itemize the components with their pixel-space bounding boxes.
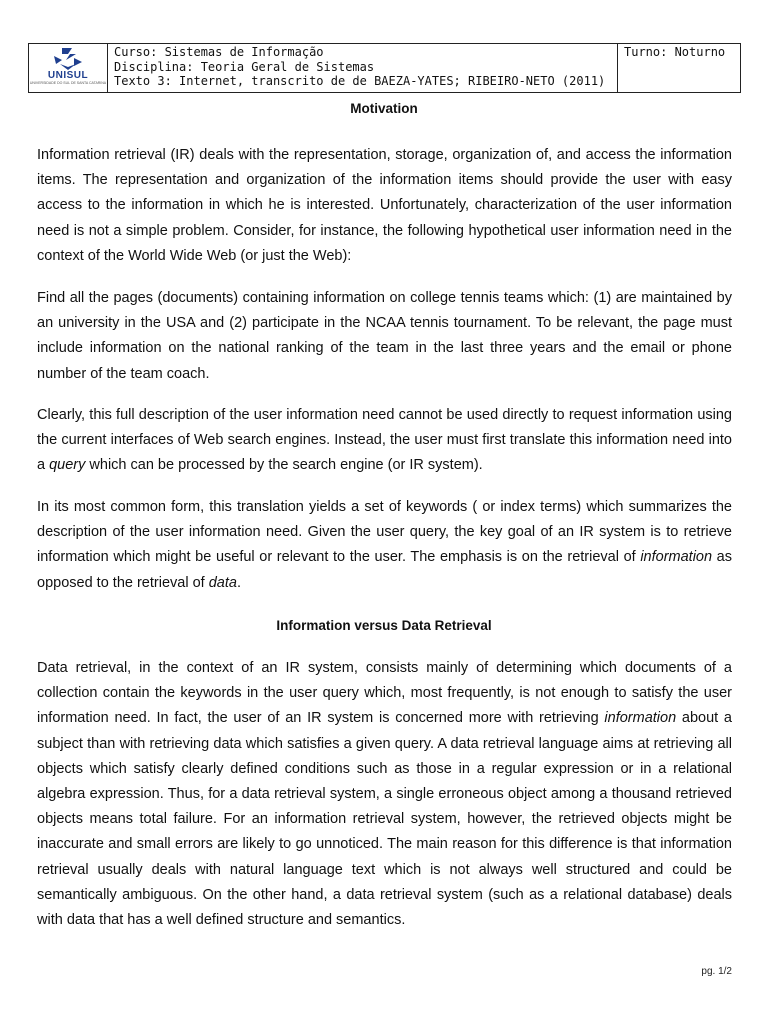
- document-header: [28, 43, 741, 93]
- paragraph-4-text-c: .: [236, 574, 241, 591]
- paragraph-3-text-a: Clearly, this full description of the user information need cannot be used directly to request information using the current interfaces of Web search engines. Instead, the user must first translate this information need into a: [37, 407, 732, 474]
- logo-tagline: UNIVERSIDADE DO SUL DE SANTA CATARINA: [29, 81, 107, 85]
- paragraph-3-emphasis: query: [49, 457, 86, 474]
- course-info-cell: [108, 44, 618, 93]
- section-title-motivation: Motivation: [350, 101, 418, 116]
- paragraph-2: Find all the pages (documents) containing information on college tennis teams which: (1) are maintained by an university in the USA and (2) participate in the NCAA tennis tournament. To be relevant, the page must include information on the national ranking of the team in the last three years and the email or phone number of the team coach.: [37, 290, 732, 382]
- shift-cell: [618, 44, 741, 93]
- paragraph-1: Information retrieval (IR) deals with the representation, storage, organization of, and access the information items. The representation and organization of the information items should provide the user with easy access to the information in which he is interested. Unfortunately, characterization of the user information need is not a simple problem. Consider, for instance, the following hypothetical user information need in the context of the World Wide Web (or just the Web):: [37, 147, 732, 264]
- paragraph-4-emphasis-2: data: [208, 574, 237, 591]
- paragraph-3: [37, 403, 732, 479]
- paragraph-4-emphasis-1: information: [640, 549, 713, 566]
- paragraph-3-text-b: which can be processed by the search engine (or IR system).: [85, 457, 483, 474]
- shift-label: Turno: Noturno: [624, 45, 726, 59]
- paragraph-4: [37, 495, 732, 596]
- logo-name: UNISUL: [47, 70, 89, 81]
- course-name: Curso: Sistemas de Informação: [114, 45, 324, 59]
- paragraph-5-emphasis: information: [604, 710, 677, 727]
- section-title-info-vs-data: Information versus Data Retrieval: [276, 618, 492, 633]
- unisul-logo: [29, 46, 107, 92]
- paragraph-5: [37, 656, 732, 933]
- unisul-emblem-icon: [48, 46, 88, 72]
- page-number: pg. 1/2: [701, 966, 732, 977]
- logo-cell: [29, 44, 108, 93]
- paragraph-4-text-b: as opposed to the retrieval of: [37, 549, 733, 591]
- paragraph-5-text-b: about a subject than with retrieving data which satisfies a given query. A data retrieval language aims at retrieving all objects which satisfy clearly defined conditions such as those in a regular expression or in a relational algebra expression. Thus, for a data retrieval system, a single erroneous object among a thousand retrieved objects means total failure. For an information retrieval system, however, the retrieved objects might be inaccurate and small errors are likely to go unnoticed. The main reason for this difference is that information retrieval usually deals with natural language text which is not always well structured and could be semantically ambiguous. On the other hand, a data retrieval system (such as a relational database) deals with data that has a well defined structure and semantics.: [37, 710, 732, 929]
- text-reference: Texto 3: Internet, transcrito de de BAEZA-YATES; RIBEIRO-NETO (2011): [114, 74, 606, 88]
- discipline-name: Disciplina: Teoria Geral de Sistemas: [114, 59, 375, 74]
- paragraph-4-text-a: In its most common form, this translation yields a set of keywords ( or index terms) which summarizes the description of the user information need. Given the user query, the key goal of an IR system is to retrieve information which might be useful or relevant to the user. The emphasis is on the retrieval of: [37, 499, 732, 566]
- paragraph-5-text-a: Data retrieval, in the context of an IR system, consists mainly of determining which documents of a collection contain the keywords in the user query which, most frequently, is not enough to satisfy the user information need. In fact, the user of an IR system is concerned more with retrieving: [37, 660, 732, 727]
